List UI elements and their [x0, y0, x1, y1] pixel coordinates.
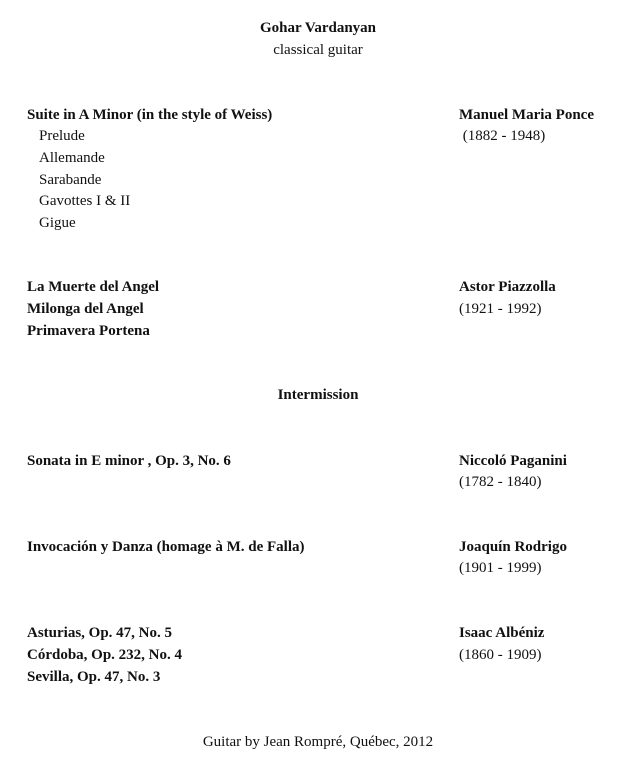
movement: Gigue	[39, 215, 76, 231]
piece-title: Sevilla, Op. 47, No. 3	[27, 669, 161, 685]
composer-dates: (1921 - 1992)	[459, 301, 542, 317]
piece-title: Sonata in E minor , Op. 3, No. 6	[27, 453, 231, 469]
composer-dates: (1882 - 1948)	[459, 128, 546, 144]
composer-name: Niccoló Paganini	[459, 453, 567, 469]
movement: Sarabande	[39, 172, 102, 188]
movement: Gavottes I & II	[39, 193, 131, 209]
composer-name: Manuel Maria Ponce	[459, 107, 594, 123]
intermission-label: Intermission	[277, 387, 359, 403]
piece-title: Córdoba, Op. 232, No. 4	[27, 647, 183, 663]
performer-name: Gohar Vardanyan	[259, 20, 376, 36]
piece-title: Invocación y Danza (homage à M. de Falla)	[27, 539, 305, 555]
footer-note: Guitar by Jean Rompré, Québec, 2012	[202, 734, 434, 750]
composer-dates: (1901 - 1999)	[459, 560, 542, 576]
movement: Allemande	[39, 150, 105, 166]
movement: Prelude	[39, 128, 85, 144]
piece-title: La Muerte del Angel	[27, 279, 160, 295]
piece-title: Suite in A Minor (in the style of Weiss)	[27, 107, 273, 123]
piece-title: Primavera Portena	[27, 323, 150, 339]
composer-name: Isaac Albéniz	[459, 625, 545, 641]
composer-dates: (1860 - 1909)	[459, 647, 542, 663]
composer-dates: (1782 - 1840)	[459, 474, 542, 490]
piece-title: Asturias, Op. 47, No. 5	[27, 625, 173, 641]
composer-name: Astor Piazzolla	[459, 279, 556, 295]
piece-title: Milonga del Angel	[27, 301, 144, 317]
instrument-label: classical guitar	[273, 42, 363, 58]
composer-name: Joaquín Rodrigo	[459, 539, 567, 555]
